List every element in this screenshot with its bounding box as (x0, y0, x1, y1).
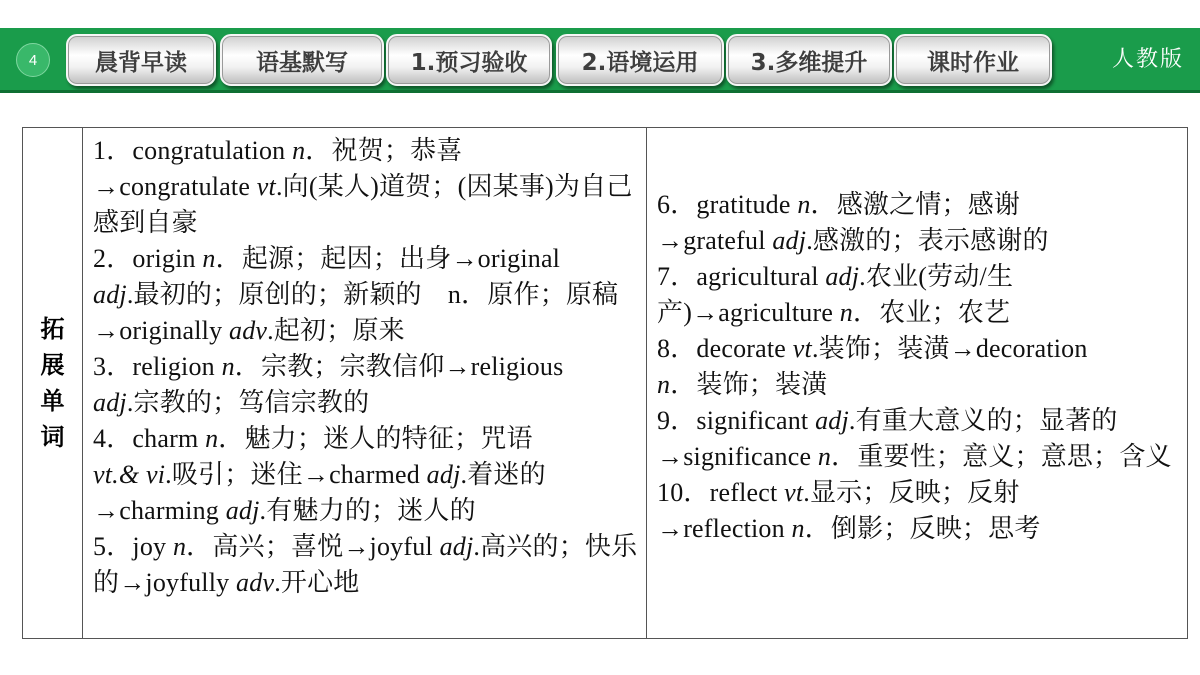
tab-label: 2.语境运用 (581, 49, 699, 76)
top-nav-bar (0, 28, 1200, 90)
vocab-entry: 8．decorate vt.装饰；装潢→decoration n．装饰；装潢 (657, 334, 1088, 399)
tab-context-use[interactable] (556, 34, 724, 86)
publisher-label: 人教版 (1111, 47, 1184, 72)
vocab-entry: 9．significant adj.有重大意义的；显著的 →significance n．重要性；意义；意思；含义 (657, 406, 1172, 471)
tab-basic-dictation[interactable] (220, 34, 384, 86)
tab-label: 3.多维提升 (750, 49, 868, 76)
tab-label: 1.预习验收 (410, 49, 528, 76)
tab-label: 语基默写 (256, 49, 348, 76)
vocab-entry: 2．origin n．起源；起因；出身→original adj.最初的；原创的；新颖的 n．原作；原稿→originally adv.起初；原来 (93, 244, 619, 345)
tab-label: 晨背早读 (95, 49, 187, 76)
side-title-cell (23, 128, 83, 638)
tab-homework[interactable] (894, 34, 1052, 86)
tab-preview-check[interactable] (386, 34, 552, 86)
right-column (648, 128, 1187, 638)
vocab-entry: 6．gratitude n．感激之情；感谢 →grateful adj.感激的；表示感谢的 (657, 190, 1049, 255)
vocab-entry: 10．reflect vt.显示；反映；反射 →reflection n．倒影；反映；思考 (657, 478, 1041, 543)
tab-morning-reading[interactable] (66, 34, 216, 86)
tab-label: 课时作业 (927, 49, 1019, 76)
vocab-table (22, 127, 1188, 639)
vocab-entry: 4．charm n．魅力；迷人的特征；咒语 vt.& vi.吸引；迷住→charmed adj.着迷的 →charming adj.有魅力的；迷人的 (93, 424, 546, 525)
left-column (84, 128, 647, 638)
vocab-entry: 1．congratulation n．祝贺；恭喜 →congratulate vt.向(某人)道贺；(因某事)为自己感到自豪 (93, 136, 633, 237)
side-title: 拓展单词 (40, 315, 65, 451)
page-number: 4 (28, 51, 38, 69)
vocab-entry: 7．agricultural adj.农业(劳动/生产)→agriculture n．农业；农艺 (657, 262, 1014, 327)
vocab-entry: 3．religion n．宗教；宗教信仰→religious adj.宗教的；笃信宗教的 (93, 352, 564, 417)
tab-multi-improve[interactable] (726, 34, 892, 86)
page-number-badge (16, 43, 50, 77)
vocab-entry: 5．joy n．高兴；喜悦→joyful adj.高兴的；快乐的→joyfully adv.开心地 (93, 532, 638, 597)
